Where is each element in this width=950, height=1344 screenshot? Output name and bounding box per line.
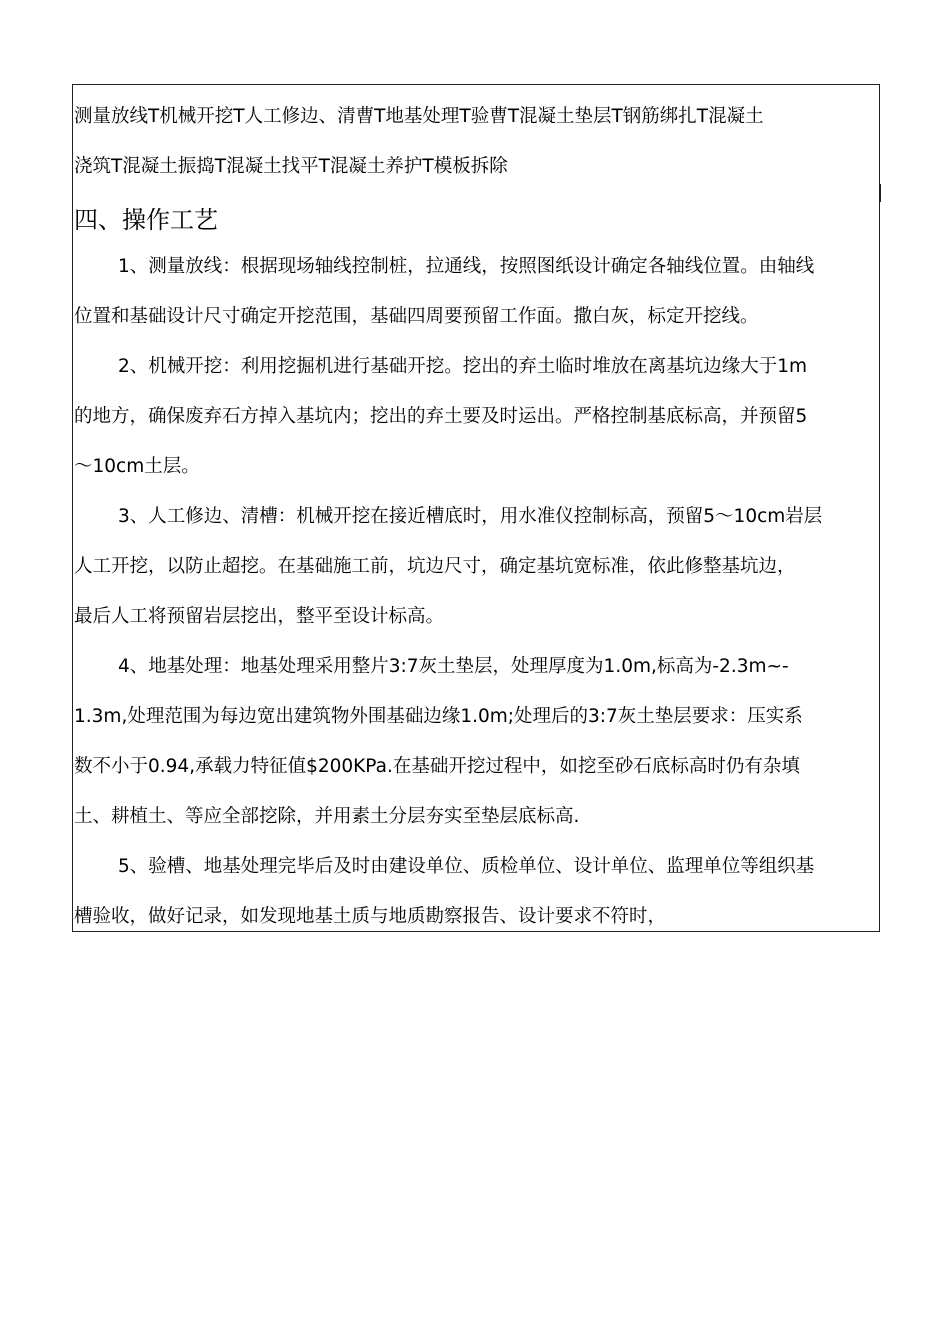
paragraph-4-line-2: 1.3m,处理范围为每边宽出建筑物外围基础边缘1.0m;处理后的3:7灰土垫层要求：压实系 [74, 706, 803, 727]
flow-line-1: 测量放线T机械开挖T人工修边、清曹T地基处理T验曹T混凝土垫层T钢筋绑扎T混凝土 [74, 106, 764, 127]
flow-line-2: 浇筑T混凝土振捣T混凝土找平T混凝土养护T模板拆除 [74, 156, 508, 177]
paragraph-5-line-2: 槽验收，做好记录，如发现地基土质与地质勘察报告、设计要求不符时， [74, 906, 667, 927]
paragraph-5-line-1: 5、验槽、地基处理完毕后及时由建设单位、质检单位、设计单位、监理单位等组织基 [118, 856, 815, 877]
paragraph-3-line-3: 最后人工将预留岩层挖出，整平至设计标高。 [74, 606, 445, 627]
paragraph-1-line-1: 1、测量放线：根据现场轴线控制桩，拉通线，按照图纸设计确定各轴线位置。由轴线 [118, 256, 815, 277]
border-mark [879, 184, 881, 202]
paragraph-4-line-4: 土、耕植土、等应全部挖除，并用素土分层夯实至垫层底标高. [74, 806, 580, 827]
paragraph-1-line-2: 位置和基础设计尺寸确定开挖范围，基础四周要预留工作面。撒白灰，标定开挖线。 [74, 306, 759, 327]
paragraph-2-line-1: 2、机械开挖：利用挖掘机进行基础开挖。挖出的弃土临时堆放在离基坑边缘大于1m [118, 356, 808, 377]
paragraph-4-line-3: 数不小于0.94,承载力特征值$200KPa.在基础开挖过程中，如挖至砂石底标高时仍有杂填 [74, 756, 800, 777]
paragraph-2-line-3: 〜10cm土层。 [74, 456, 200, 477]
paragraph-3-line-2: 人工开挖，以防止超挖。在基础施工前，坑边尺寸，确定基坑宽标准，依此修整基坑边， [74, 556, 796, 577]
paragraph-3-line-1: 3、人工修边、清槽：机械开挖在接近槽底时，用水准仪控制标高，预留5〜10cm岩层 [118, 506, 823, 527]
paragraph-2-line-2: 的地方，确保废弃石方掉入基坑内；挖出的弃土要及时运出。严格控制基底标高，并预留5 [74, 406, 808, 427]
section-heading: 四、操作工艺 [74, 206, 218, 234]
paragraph-4-line-1: 4、地基处理：地基处理采用整片3:7灰土垫层，处理厚度为1.0m,标高为-2.3m~- [118, 656, 789, 677]
